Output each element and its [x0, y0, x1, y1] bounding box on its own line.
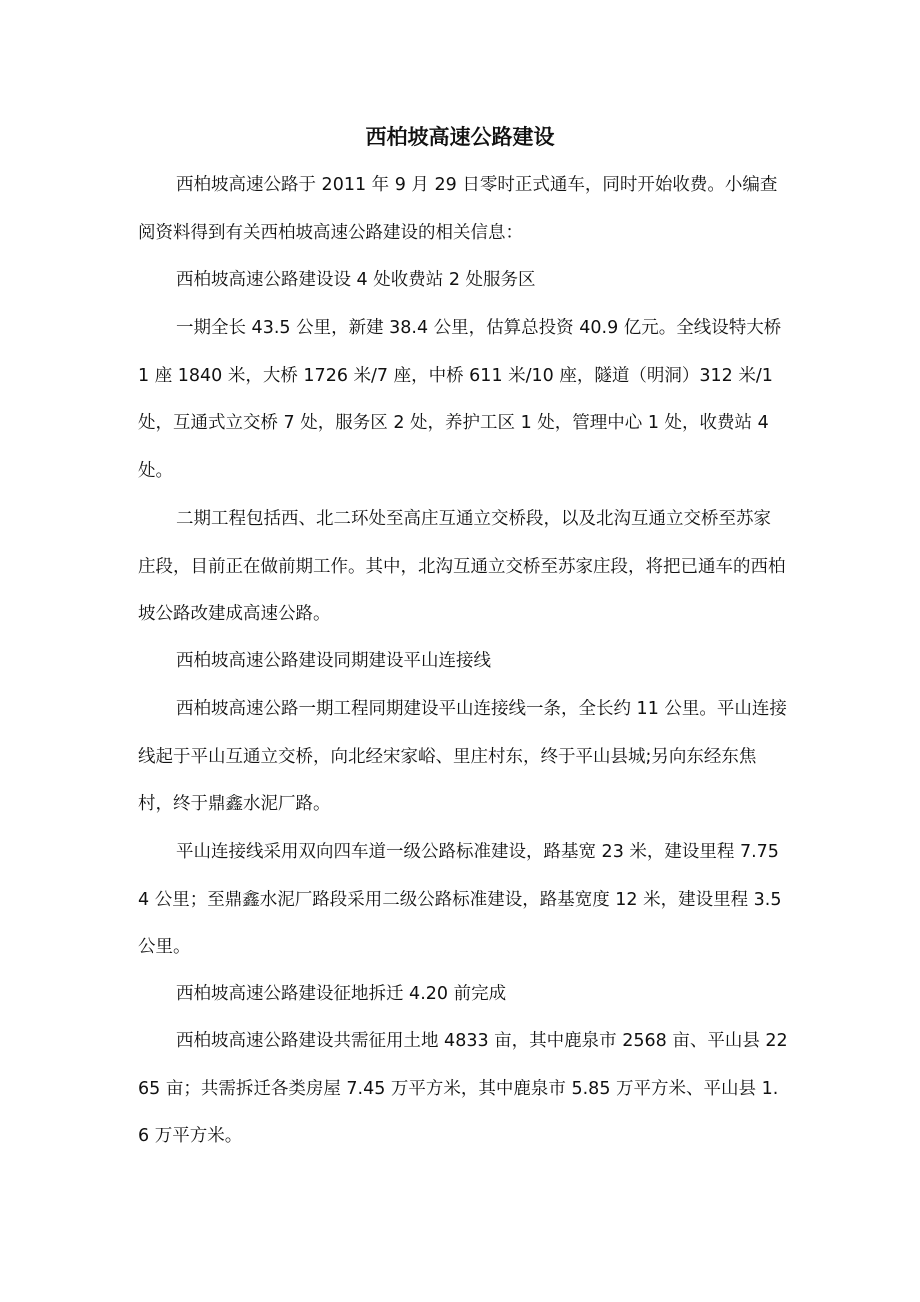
paragraph-pingshan-link: 西柏坡高速公路一期工程同期建设平山连接线一条，全长约 11 公里。平山连接线起于平山互通立交桥，向北经宋家峪、里庄村东，终于平山县城;另向东经东焦村，终于鼎鑫水泥厂路。 [138, 699, 787, 814]
paragraph-phase-one: 一期全长 43.5 公里，新建 38.4 公里，估算总投资 40.9 亿元。全线设特大桥 1 座 1840 米，大桥 1726 米/7 座，中桥 611 米/10 座，隧道（明洞）312 米/1 处，互通式立交桥 7 处，服务区 2 处，养护工区 1 处，管理中心 1 处，收费站 4 处。 [138, 318, 782, 481]
paragraph-intro: 西柏坡高速公路于 2011 年 9 月 29 日零时正式通车，同时开始收费。小编查阅资料得到有关西柏坡高速公路建设的相关信息： [138, 175, 778, 243]
document-title: 西柏坡高速公路建设 [365, 125, 555, 149]
subheading-land-acquisition: 西柏坡高速公路建设征地拆迁 4.20 前完成 [176, 984, 507, 1004]
subheading-toll-stations: 西柏坡高速公路建设设 4 处收费站 2 处服务区 [176, 270, 536, 290]
paragraph-phase-two: 二期工程包括西、北二环处至高庄互通立交桥段，以及北沟互通立交桥至苏家庄段，目前正在做前期工作。其中，北沟互通立交桥至苏家庄段，将把已通车的西柏坡公路改建成高速公路。 [138, 509, 786, 624]
subheading-pingshan-link: 西柏坡高速公路建设同期建设平山连接线 [176, 651, 491, 671]
paragraph-land-acquisition: 西柏坡高速公路建设共需征用土地 4833 亩，其中鹿泉市 2568 亩、平山县 2265 亩；共需拆迁各类房屋 7.45 万平方米，其中鹿泉市 5.85 万平方米、平山县 1.6 万平方米。 [138, 1031, 788, 1146]
paragraph-link-standard: 平山连接线采用双向四车道一级公路标准建设，路基宽 23 米，建设里程 7.754 公里；至鼎鑫水泥厂路段采用二级公路标准建设，路基宽度 12 米，建设里程 3.5 公里。 [138, 842, 782, 957]
